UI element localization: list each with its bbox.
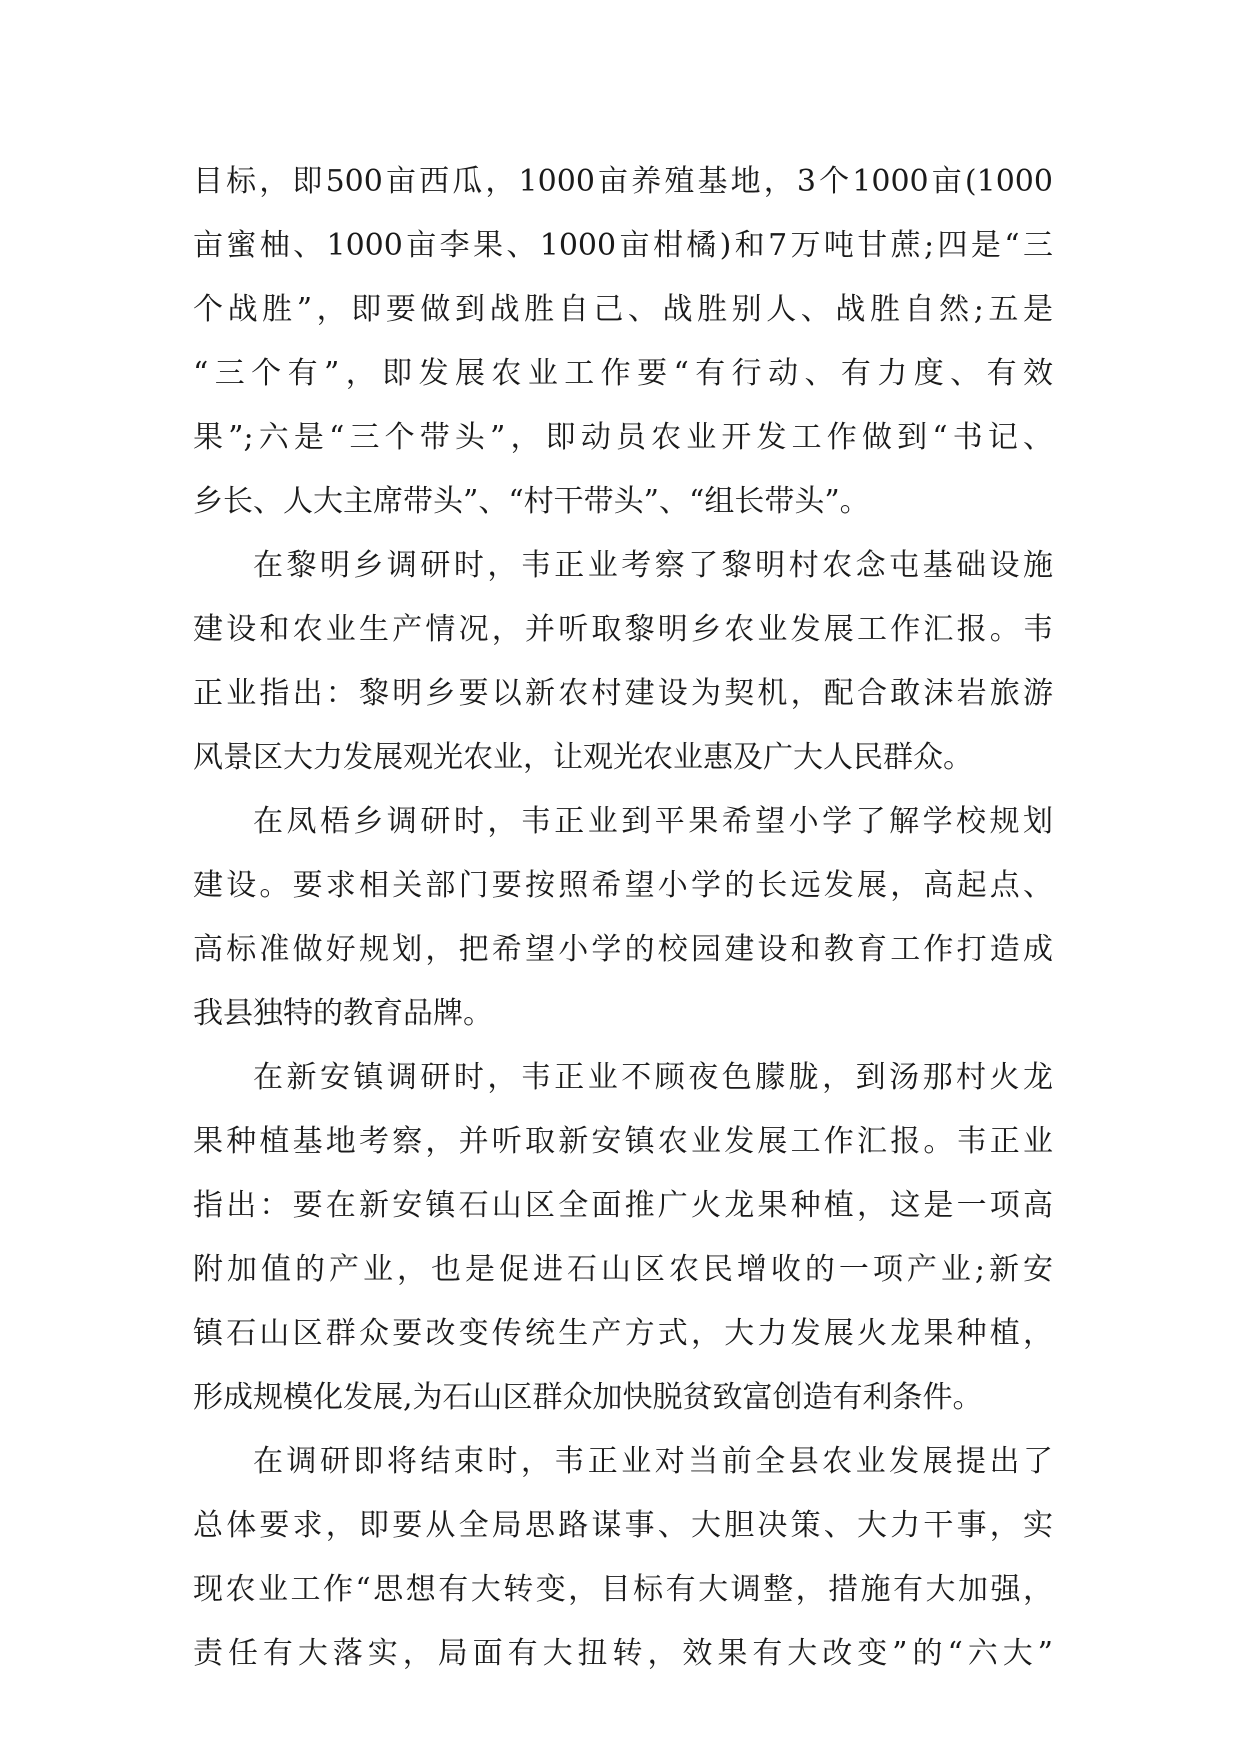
paragraph-first-line: 在新安镇调研时，韦正业不顾夜色朦胧，到汤那村火龙 bbox=[253, 1060, 1053, 1095]
text-line: “三个有”，即发展农业工作要“有行动、有力度、有效 bbox=[193, 356, 1053, 391]
paragraph-first-line: 在凤梧乡调研时，韦正业到平果希望小学了解学校规划 bbox=[253, 804, 1053, 839]
text-line: 乡长、人大主席带头”、“村干带头”、“组长带头”。 bbox=[193, 484, 870, 519]
text-line: 总体要求，即要从全局思路谋事、大胆决策、大力干事，实 bbox=[193, 1508, 1053, 1543]
text-line: 正业指出：黎明乡要以新农村建设为契机，配合敢沫岩旅游 bbox=[193, 676, 1053, 711]
text-line: 高标准做好规划，把希望小学的校园建设和教育工作打造成 bbox=[193, 932, 1053, 967]
text-line: 形成规模化发展,为石山区群众加快脱贫致富创造有利条件。 bbox=[193, 1380, 983, 1415]
text-line: 镇石山区群众要改变传统生产方式，大力发展火龙果种植， bbox=[193, 1316, 1053, 1351]
text-line: 果”;六是“三个带头”，即动员农业开发工作做到“书记、 bbox=[193, 420, 1053, 455]
text-line: 指出：要在新安镇石山区全面推广火龙果种植，这是一项高 bbox=[193, 1188, 1053, 1223]
text-line: 亩蜜柚、1000亩李果、1000亩柑橘)和7万吨甘蔗;四是“三 bbox=[193, 228, 1053, 263]
text-line: 责任有大落实，局面有大扭转，效果有大改变”的“六大” bbox=[193, 1636, 1053, 1671]
paragraph-first-line: 在调研即将结束时，韦正业对当前全县农业发展提出了 bbox=[253, 1444, 1053, 1479]
text-line: 风景区大力发展观光农业，让观光农业惠及广大人民群众。 bbox=[193, 740, 973, 775]
text-line: 个战胜”，即要做到战胜自己、战胜别人、战胜自然;五是 bbox=[193, 292, 1053, 327]
text-line: 附加值的产业，也是促进石山区农民增收的一项产业;新安 bbox=[193, 1252, 1053, 1287]
text-line: 果种植基地考察，并听取新安镇农业发展工作汇报。韦正业 bbox=[193, 1124, 1053, 1159]
text-line: 建设。要求相关部门要按照希望小学的长远发展，高起点、 bbox=[193, 868, 1053, 903]
document-body bbox=[193, 150, 1053, 1686]
text-line: 我县独特的教育品牌。 bbox=[193, 996, 493, 1031]
text-line: 建设和农业生产情况，并听取黎明乡农业发展工作汇报。韦 bbox=[193, 612, 1053, 647]
paragraph-first-line: 在黎明乡调研时，韦正业考察了黎明村农念屯基础设施 bbox=[253, 548, 1053, 583]
text-line: 目标，即500亩西瓜，1000亩养殖基地，3个1000亩(1000 bbox=[193, 164, 1053, 199]
text-line: 现农业工作“思想有大转变，目标有大调整，措施有大加强， bbox=[193, 1572, 1053, 1607]
